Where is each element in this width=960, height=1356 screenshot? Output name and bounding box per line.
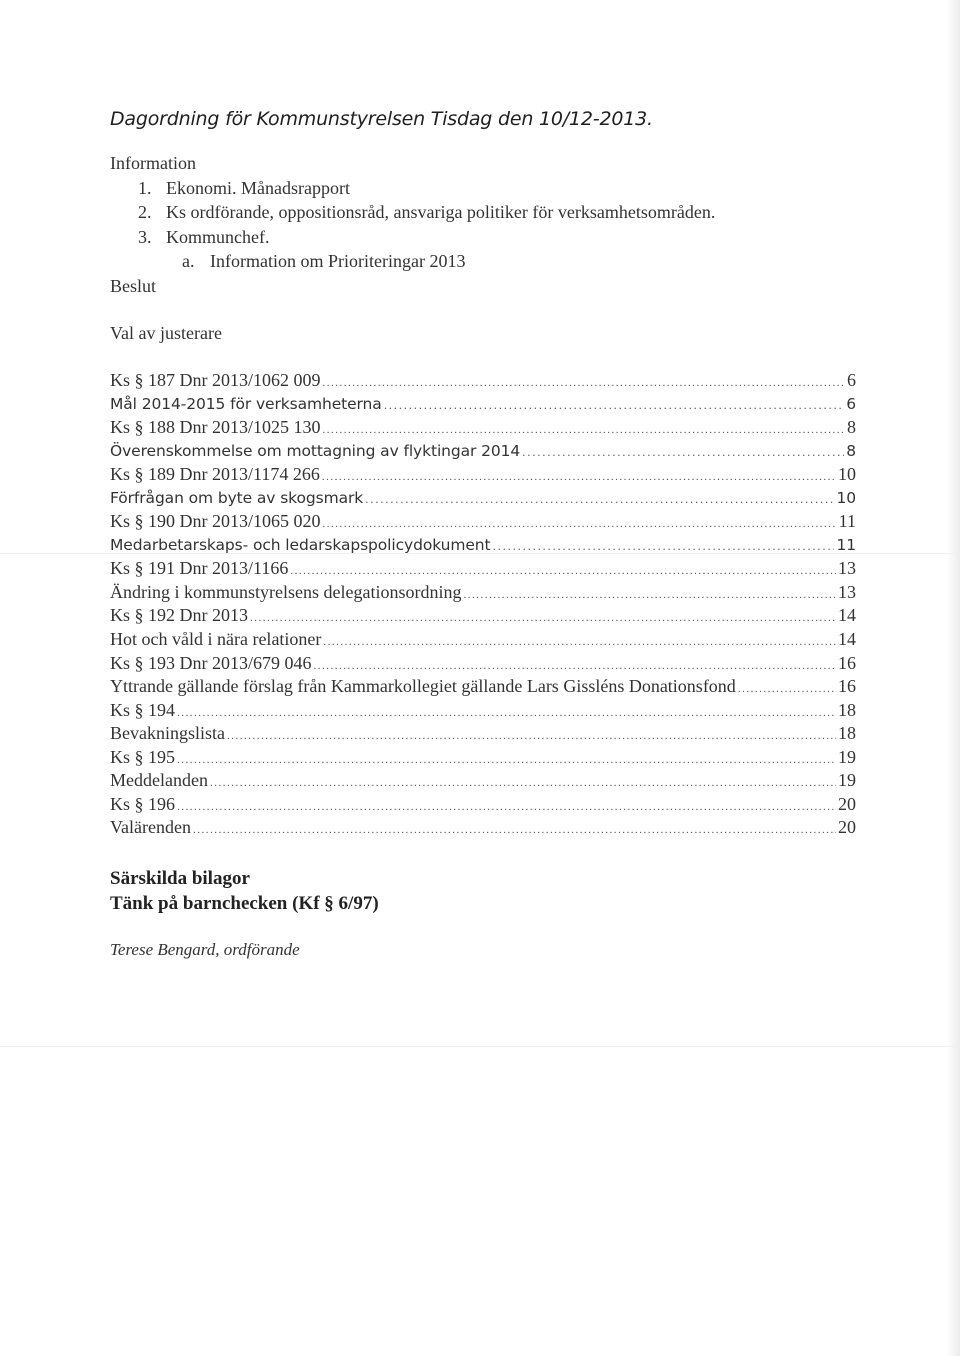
subitem-letter: a.: [182, 251, 195, 271]
toc-entry-title: Ks § 192 Dnr 2013: [110, 605, 248, 626]
toc-entry-title: Ks § 195: [110, 746, 176, 767]
toc-entry-title: Ks § 191 Dnr 2013/1166: [110, 558, 289, 579]
toc-dot-leader: [314, 655, 837, 676]
toc-dot-leader: [365, 488, 834, 511]
toc-entry-title: Mål 2014-2015 för verksamheterna: [110, 394, 382, 413]
toc-entry[interactable]: [110, 581, 856, 605]
toc-dot-leader: [323, 372, 846, 393]
toc-page-number: 11: [838, 511, 856, 532]
information-item: [110, 225, 870, 250]
toc-page-number: 8: [846, 441, 856, 460]
toc-dot-leader: [177, 749, 836, 770]
toc-entry[interactable]: [110, 393, 856, 417]
item-text: Ekonomi. Månadsrapport: [166, 177, 350, 198]
toc-page-number: 13: [838, 581, 856, 602]
toc-entry-title: Ändring i kommunstyrelsens delegationsordning: [110, 581, 462, 602]
toc-entry-title: Ks § 188 Dnr 2013/1025 130: [110, 417, 321, 438]
information-subitem: [110, 249, 870, 274]
toc-entry-title: Valärenden: [110, 817, 191, 838]
item-text: Ks ordförande, oppositionsråd, ansvariga politiker för verksamhetsområden.: [166, 202, 716, 222]
toc-entry[interactable]: [110, 699, 856, 723]
toc-dot-leader: [250, 607, 836, 628]
information-item: [110, 200, 870, 225]
toc-entry-title: Ks § 189 Dnr 2013/1174 266: [110, 464, 320, 485]
toc-entry-title: Medarbetarskaps- och ledarskapspolicydokument: [110, 535, 491, 554]
toc-page-number: 16: [838, 676, 856, 697]
toc-entry[interactable]: [110, 793, 856, 817]
toc-entry-title: Överenskommelse om mottagning av flyktingar 2014: [110, 441, 521, 460]
toc-dot-leader: [290, 560, 836, 581]
toc-page-number: 18: [838, 723, 856, 744]
toc-entry[interactable]: [110, 604, 856, 628]
item-number: 3.: [138, 226, 152, 247]
toc-dot-leader: [522, 441, 844, 464]
sarskilda-bilagor-label: Särskilda bilagor: [110, 868, 250, 889]
toc-page-number: 19: [838, 770, 856, 791]
toc-page-number: 19: [838, 746, 856, 767]
toc-entry[interactable]: [110, 369, 856, 393]
toc-page-number: 10: [838, 464, 856, 485]
toc-entry[interactable]: [110, 557, 856, 581]
attachments-section: [110, 866, 379, 916]
table-of-contents: [110, 369, 856, 840]
toc-dot-leader: [384, 394, 845, 417]
toc-dot-leader: [323, 419, 846, 440]
toc-entry[interactable]: [110, 722, 856, 746]
toc-dot-leader: [227, 725, 836, 746]
toc-dot-leader: [492, 535, 834, 558]
toc-entry-title: Yttrande gällande förslag från Kammarkollegiet gällande Lars Gissléns Donationsfond: [110, 676, 736, 697]
toc-dot-leader: [738, 678, 836, 699]
toc-entry[interactable]: [110, 440, 856, 464]
toc-entry-title: Ks § 193 Dnr 2013/679 046: [110, 652, 312, 673]
toc-entry[interactable]: [110, 769, 856, 793]
toc-page-number: 18: [838, 699, 856, 720]
agenda-heading: Dagordning för Kommunstyrelsen Tisdag den 10/12-2013.: [110, 108, 653, 130]
toc-page-number: 11: [836, 535, 856, 554]
toc-entry[interactable]: [110, 652, 856, 676]
toc-dot-leader: [323, 513, 837, 534]
information-section: [110, 151, 870, 298]
toc-entry-title: Ks § 187 Dnr 2013/1062 009: [110, 370, 321, 390]
toc-entry[interactable]: [110, 416, 856, 440]
toc-page-number: 20: [838, 817, 856, 838]
toc-entry[interactable]: [110, 816, 856, 840]
toc-page-number: 14: [838, 605, 856, 626]
toc-dot-leader: [177, 702, 836, 723]
beslut-label: Beslut: [110, 275, 157, 296]
item-number: 2.: [138, 202, 152, 222]
toc-dot-leader: [463, 584, 836, 605]
toc-dot-leader: [322, 466, 836, 487]
toc-entry-title: Ks § 190 Dnr 2013/1065 020: [110, 511, 321, 532]
information-label: Information: [110, 153, 196, 173]
toc-page-number: 16: [838, 652, 856, 673]
item-number: 1.: [138, 177, 152, 198]
toc-entry-title: Bevakningslista: [110, 723, 225, 744]
toc-entry[interactable]: [110, 628, 856, 652]
information-list: [110, 176, 870, 274]
toc-page-number: 20: [838, 793, 856, 814]
toc-dot-leader: [177, 796, 836, 817]
toc-dot-leader: [193, 819, 836, 840]
toc-entry-title: Hot och våld i nära relationer: [110, 629, 322, 650]
page-edge-shadow: [946, 0, 960, 1356]
toc-entry[interactable]: [110, 534, 856, 558]
toc-page-number: 14: [838, 629, 856, 650]
toc-entry[interactable]: [110, 510, 856, 534]
information-item: [110, 176, 870, 201]
toc-entry-title: Förfrågan om byte av skogsmark: [110, 488, 364, 507]
toc-entry[interactable]: [110, 463, 856, 487]
toc-page-number: 10: [836, 488, 856, 507]
toc-entry[interactable]: [110, 487, 856, 511]
toc-entry[interactable]: [110, 675, 856, 699]
toc-entry-title: Ks § 194: [110, 699, 176, 720]
toc-entry-title: Meddelanden: [110, 770, 208, 791]
subitem-text: Information om Prioriteringar 2013: [210, 251, 466, 271]
toc-entry[interactable]: [110, 746, 856, 770]
val-av-justerare: Val av justerare: [110, 323, 222, 343]
toc-dot-leader: [210, 772, 836, 793]
toc-page-number: 8: [847, 417, 856, 438]
toc-page-number: 13: [838, 558, 856, 579]
signature: Terese Bengard, ordförande: [110, 940, 300, 959]
item-text: Kommunchef.: [166, 226, 270, 247]
scan-line: [0, 1046, 960, 1047]
toc-page-number: 6: [847, 370, 856, 390]
toc-dot-leader: [323, 631, 836, 652]
toc-entry-title: Ks § 196: [110, 793, 176, 814]
toc-page-number: 6: [846, 394, 856, 413]
barnchecken-note: Tänk på barnchecken (Kf § 6/97): [110, 893, 379, 914]
